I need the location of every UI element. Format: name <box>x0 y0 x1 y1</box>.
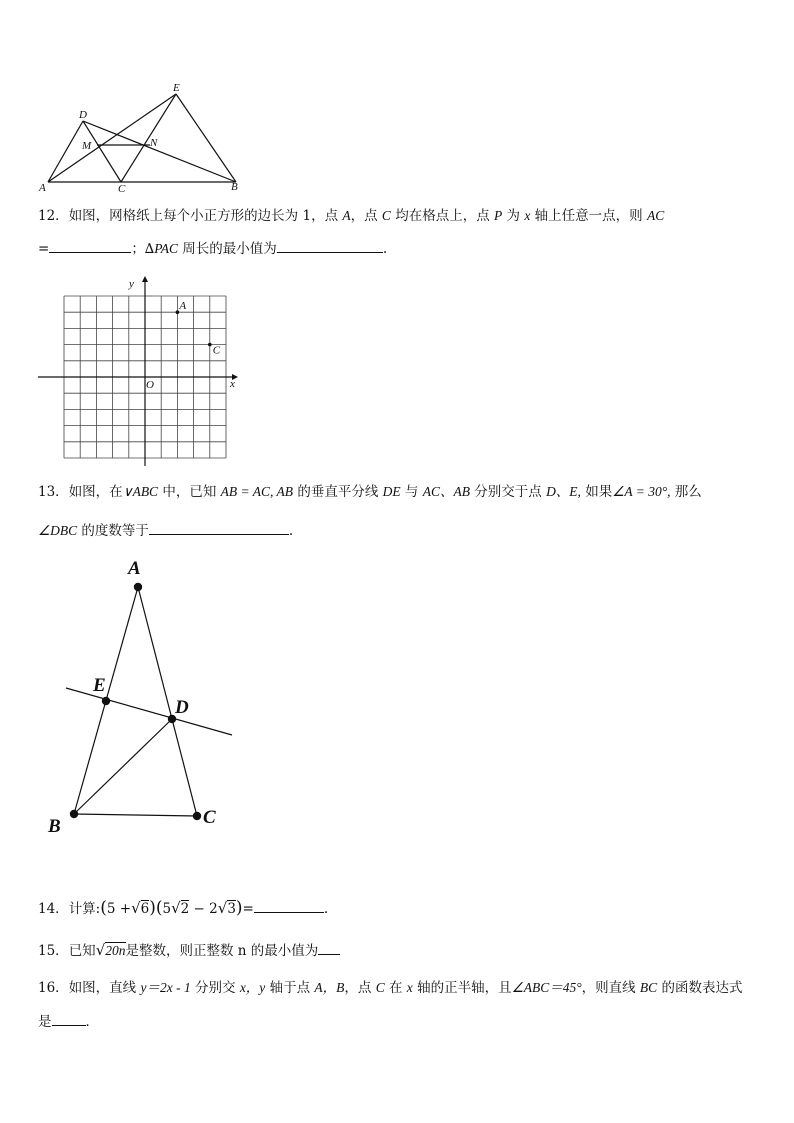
label-M: M <box>82 140 92 152</box>
answer-blank-q14[interactable] <box>254 898 324 913</box>
radicand-3: 3 <box>227 901 236 917</box>
radicand-2: 2 <box>180 901 190 917</box>
label-N: N <box>150 137 158 149</box>
answer-blank-q15[interactable] <box>318 940 340 955</box>
question-12-line1: 12．如图，网格纸上每个小正方形的边长为 1，点 A，点 C 均在格点上，点 P 为 x 轴上任意一点，则 AC <box>38 208 665 224</box>
question-15: 15．已知√20n是整数，则正整数 n 的最小值为 <box>38 940 340 961</box>
segment-EB <box>176 94 236 182</box>
answer-blank-perimeter[interactable] <box>277 238 383 253</box>
y-axis-arrow <box>142 276 148 282</box>
label-D: D <box>79 109 87 121</box>
question-13-line2: ∠DBC 的度数等于 . <box>38 520 293 541</box>
figure-q11 <box>30 80 260 195</box>
question-number: 15． <box>38 943 69 959</box>
label-D: D <box>175 697 189 718</box>
radicand-6: 6 <box>140 901 150 917</box>
segment-DB <box>83 121 236 182</box>
segment-AD <box>48 121 83 182</box>
answer-blank-dbc[interactable] <box>149 520 289 535</box>
label-O: O <box>146 379 154 391</box>
figure-q13 <box>40 555 240 845</box>
label-x: x <box>230 378 235 390</box>
segment-BC <box>74 814 197 816</box>
label-E: E <box>93 675 106 696</box>
label-C: C <box>212 344 221 357</box>
point-C <box>208 343 212 347</box>
point-E <box>102 697 110 705</box>
question-16-line1: 16．如图，直线 y＝2x - 1 分别交 x，y 轴于点 A，B，点 C 在 x 轴的正半轴，且∠ABC＝45°，则直线 BC 的函数表达式 <box>38 980 743 996</box>
question-number: 12． <box>38 208 69 224</box>
point-B <box>70 810 78 818</box>
radicand-20n: 20n <box>105 943 126 958</box>
segment-BD <box>74 719 172 814</box>
label-B: B <box>231 181 238 193</box>
label-B: B <box>48 816 61 837</box>
point-C <box>193 812 201 820</box>
question-number: 13． <box>38 484 69 500</box>
question-number: 14． <box>38 901 69 917</box>
question-12-line2: = ；∆PAC 周长的最小值为 . <box>38 238 387 259</box>
label-A: A <box>179 300 187 313</box>
answer-blank-ac[interactable] <box>49 238 131 253</box>
answer-blank-q16[interactable] <box>52 1011 86 1026</box>
question-13-line1: 13．如图，在∨ABC 中，已知 AB = AC, AB 的垂直平分线 DE 与 AC、AB 分别交于点 D、E, 如果∠A = 30°, 那么 <box>38 484 702 500</box>
question-16-line2: 是 ． <box>38 1011 99 1032</box>
point-A <box>134 583 142 591</box>
label-E: E <box>173 82 180 94</box>
label-A: A <box>39 182 46 194</box>
line-DE <box>66 688 232 735</box>
label-y: y <box>129 278 134 290</box>
label-A: A <box>128 558 141 579</box>
grid-figure <box>34 274 240 470</box>
question-14: 14．计算:(5 +√6)(5√2 − 2√3)= . <box>38 898 329 918</box>
question-number: 16． <box>38 980 69 996</box>
label-C: C <box>203 807 216 828</box>
segment-CE <box>121 94 176 182</box>
label-C: C <box>118 183 126 195</box>
